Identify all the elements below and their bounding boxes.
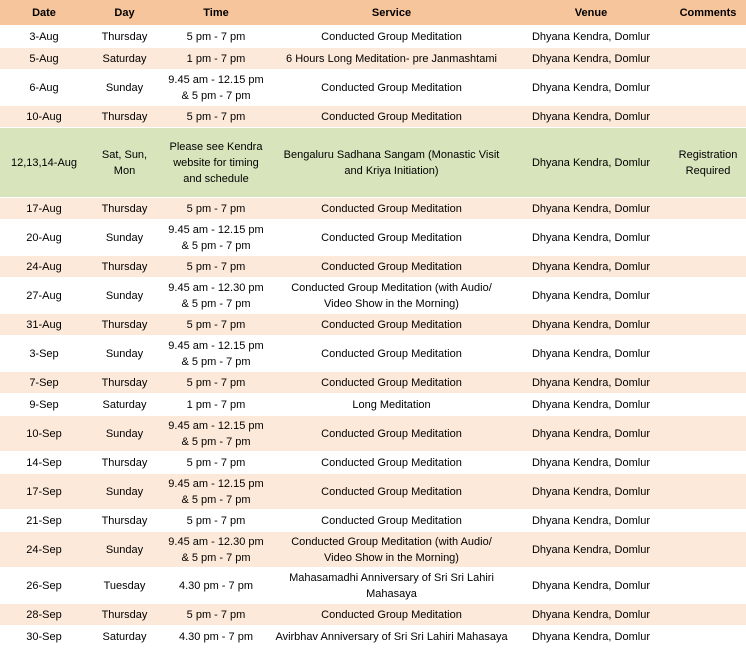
cell-comments (670, 452, 746, 474)
cell-service: Avirbhav Anniversary of Sri Sri Lahiri Mahasaya (271, 626, 512, 648)
header-time: Time (161, 0, 271, 26)
cell-service: Long Meditation (271, 394, 512, 416)
cell-day: Thursday (88, 106, 161, 128)
cell-time: 5 pm - 7 pm (161, 372, 271, 394)
cell-day: Thursday (88, 372, 161, 394)
cell-day: Sunday (88, 336, 161, 372)
cell-comments (670, 416, 746, 452)
cell-comments (670, 220, 746, 256)
table-row (0, 198, 746, 220)
cell-venue: Dhyana Kendra, Domlur (512, 70, 670, 106)
cell-day: Thursday (88, 198, 161, 220)
cell-venue: Dhyana Kendra, Domlur (512, 372, 670, 394)
cell-time: Please see Kendra website for timing and schedule (161, 128, 271, 198)
cell-time: 5 pm - 7 pm (161, 198, 271, 220)
cell-venue: Dhyana Kendra, Domlur (512, 198, 670, 220)
table-row (0, 26, 746, 48)
table-row (0, 106, 746, 128)
cell-venue: Dhyana Kendra, Domlur (512, 604, 670, 626)
cell-venue: Dhyana Kendra, Domlur (512, 314, 670, 336)
cell-comments (670, 336, 746, 372)
table-row (0, 70, 746, 106)
table-row (0, 256, 746, 278)
cell-day: Sunday (88, 474, 161, 510)
cell-day: Thursday (88, 510, 161, 532)
cell-date: 20-Aug (0, 220, 88, 256)
cell-venue: Dhyana Kendra, Domlur (512, 256, 670, 278)
cell-comments (670, 106, 746, 128)
cell-venue: Dhyana Kendra, Domlur (512, 416, 670, 452)
cell-day: Thursday (88, 604, 161, 626)
cell-time: 1 pm - 7 pm (161, 48, 271, 70)
cell-venue: Dhyana Kendra, Domlur (512, 568, 670, 604)
cell-day: Sat, Sun, Mon (88, 128, 161, 198)
cell-venue: Dhyana Kendra, Domlur (512, 626, 670, 648)
cell-comments (670, 474, 746, 510)
cell-day: Sunday (88, 70, 161, 106)
cell-service: Bengaluru Sadhana Sangam (Monastic Visit and Kriya Initiation) (271, 128, 512, 198)
cell-venue: Dhyana Kendra, Domlur (512, 452, 670, 474)
cell-day: Saturday (88, 48, 161, 70)
cell-service: Conducted Group Meditation (271, 256, 512, 278)
cell-service: Conducted Group Meditation (with Audio/ Video Show in the Morning) (271, 278, 512, 314)
cell-time: 9.45 am - 12.15 pm & 5 pm - 7 pm (161, 416, 271, 452)
cell-date: 3-Aug (0, 26, 88, 48)
cell-time: 9.45 am - 12.15 pm & 5 pm - 7 pm (161, 474, 271, 510)
cell-day: Sunday (88, 532, 161, 568)
cell-time: 5 pm - 7 pm (161, 256, 271, 278)
table-row (0, 394, 746, 416)
cell-day: Saturday (88, 394, 161, 416)
cell-service: Conducted Group Meditation (271, 336, 512, 372)
cell-venue: Dhyana Kendra, Domlur (512, 128, 670, 198)
cell-service: Conducted Group Meditation (271, 106, 512, 128)
cell-venue: Dhyana Kendra, Domlur (512, 474, 670, 510)
cell-time: 5 pm - 7 pm (161, 26, 271, 48)
cell-service: Conducted Group Meditation (271, 198, 512, 220)
cell-day: Sunday (88, 220, 161, 256)
cell-date: 17-Sep (0, 474, 88, 510)
cell-service: Mahasamadhi Anniversary of Sri Sri Lahiri Mahasaya (271, 568, 512, 604)
cell-date: 10-Sep (0, 416, 88, 452)
cell-date: 24-Sep (0, 532, 88, 568)
cell-day: Sunday (88, 416, 161, 452)
cell-service: Conducted Group Meditation (271, 510, 512, 532)
cell-comments (670, 70, 746, 106)
cell-comments (670, 394, 746, 416)
cell-date: 17-Aug (0, 198, 88, 220)
cell-comments (670, 48, 746, 70)
cell-time: 9.45 am - 12.30 pm & 5 pm - 7 pm (161, 278, 271, 314)
table-row (0, 452, 746, 474)
cell-date: 14-Sep (0, 452, 88, 474)
header-day: Day (88, 0, 161, 26)
cell-time: 9.45 am - 12.15 pm & 5 pm - 7 pm (161, 220, 271, 256)
cell-day: Saturday (88, 626, 161, 648)
cell-comments (670, 278, 746, 314)
cell-date: 5-Aug (0, 48, 88, 70)
cell-time: 4.30 pm - 7 pm (161, 568, 271, 604)
table-row (0, 314, 746, 336)
cell-date: 26-Sep (0, 568, 88, 604)
cell-venue: Dhyana Kendra, Domlur (512, 510, 670, 532)
cell-date: 28-Sep (0, 604, 88, 626)
cell-comments (670, 626, 746, 648)
cell-service: 6 Hours Long Meditation- pre Janmashtami (271, 48, 512, 70)
cell-venue: Dhyana Kendra, Domlur (512, 106, 670, 128)
cell-comments (670, 604, 746, 626)
cell-day: Tuesday (88, 568, 161, 604)
cell-venue: Dhyana Kendra, Domlur (512, 336, 670, 372)
cell-venue: Dhyana Kendra, Domlur (512, 394, 670, 416)
header-service: Service (271, 0, 512, 26)
cell-comments (670, 314, 746, 336)
cell-date: 7-Sep (0, 372, 88, 394)
cell-venue: Dhyana Kendra, Domlur (512, 278, 670, 314)
table-row (0, 48, 746, 70)
cell-date: 27-Aug (0, 278, 88, 314)
cell-date: 30-Sep (0, 626, 88, 648)
table-row (0, 604, 746, 626)
cell-comments (670, 510, 746, 532)
header-row (0, 0, 746, 26)
cell-time: 9.45 am - 12.15 pm & 5 pm - 7 pm (161, 336, 271, 372)
table-row (0, 220, 746, 256)
cell-comments (670, 568, 746, 604)
table-row (0, 416, 746, 452)
cell-venue: Dhyana Kendra, Domlur (512, 220, 670, 256)
cell-venue: Dhyana Kendra, Domlur (512, 48, 670, 70)
cell-comments (670, 532, 746, 568)
cell-day: Thursday (88, 452, 161, 474)
cell-time: 5 pm - 7 pm (161, 314, 271, 336)
table-row (0, 372, 746, 394)
cell-comments: Registration Required (670, 128, 746, 198)
cell-service: Conducted Group Meditation (271, 26, 512, 48)
cell-time: 5 pm - 7 pm (161, 604, 271, 626)
cell-service: Conducted Group Meditation (271, 372, 512, 394)
table-row (0, 510, 746, 532)
cell-day: Thursday (88, 26, 161, 48)
cell-service: Conducted Group Meditation (271, 604, 512, 626)
cell-date: 3-Sep (0, 336, 88, 372)
header-venue: Venue (512, 0, 670, 26)
cell-service: Conducted Group Meditation (271, 416, 512, 452)
table-row (0, 336, 746, 372)
cell-comments (670, 198, 746, 220)
table-row (0, 128, 746, 198)
cell-service: Conducted Group Meditation (271, 70, 512, 106)
cell-date: 10-Aug (0, 106, 88, 128)
cell-day: Thursday (88, 256, 161, 278)
table-row (0, 532, 746, 568)
cell-time: 5 pm - 7 pm (161, 510, 271, 532)
cell-date: 24-Aug (0, 256, 88, 278)
cell-date: 12,13,14-Aug (0, 128, 88, 198)
cell-date: 6-Aug (0, 70, 88, 106)
cell-service: Conducted Group Meditation (with Audio/ Video Show in the Morning) (271, 532, 512, 568)
cell-day: Thursday (88, 314, 161, 336)
cell-time: 5 pm - 7 pm (161, 106, 271, 128)
cell-venue: Dhyana Kendra, Domlur (512, 532, 670, 568)
cell-date: 21-Sep (0, 510, 88, 532)
cell-venue: Dhyana Kendra, Domlur (512, 26, 670, 48)
cell-service: Conducted Group Meditation (271, 314, 512, 336)
cell-date: 9-Sep (0, 394, 88, 416)
cell-day: Sunday (88, 278, 161, 314)
cell-time: 5 pm - 7 pm (161, 452, 271, 474)
cell-service: Conducted Group Meditation (271, 220, 512, 256)
header-date: Date (0, 0, 88, 26)
table-row (0, 278, 746, 314)
cell-service: Conducted Group Meditation (271, 452, 512, 474)
cell-time: 9.45 am - 12.30 pm & 5 pm - 7 pm (161, 532, 271, 568)
table-row (0, 568, 746, 604)
cell-comments (670, 26, 746, 48)
table-row (0, 474, 746, 510)
cell-comments (670, 372, 746, 394)
cell-date: 31-Aug (0, 314, 88, 336)
cell-time: 9.45 am - 12.15 pm & 5 pm - 7 pm (161, 70, 271, 106)
cell-comments (670, 256, 746, 278)
cell-time: 1 pm - 7 pm (161, 394, 271, 416)
schedule-body (0, 26, 746, 648)
header-comments: Comments (670, 0, 746, 26)
cell-time: 4.30 pm - 7 pm (161, 626, 271, 648)
cell-service: Conducted Group Meditation (271, 474, 512, 510)
table-row (0, 626, 746, 648)
